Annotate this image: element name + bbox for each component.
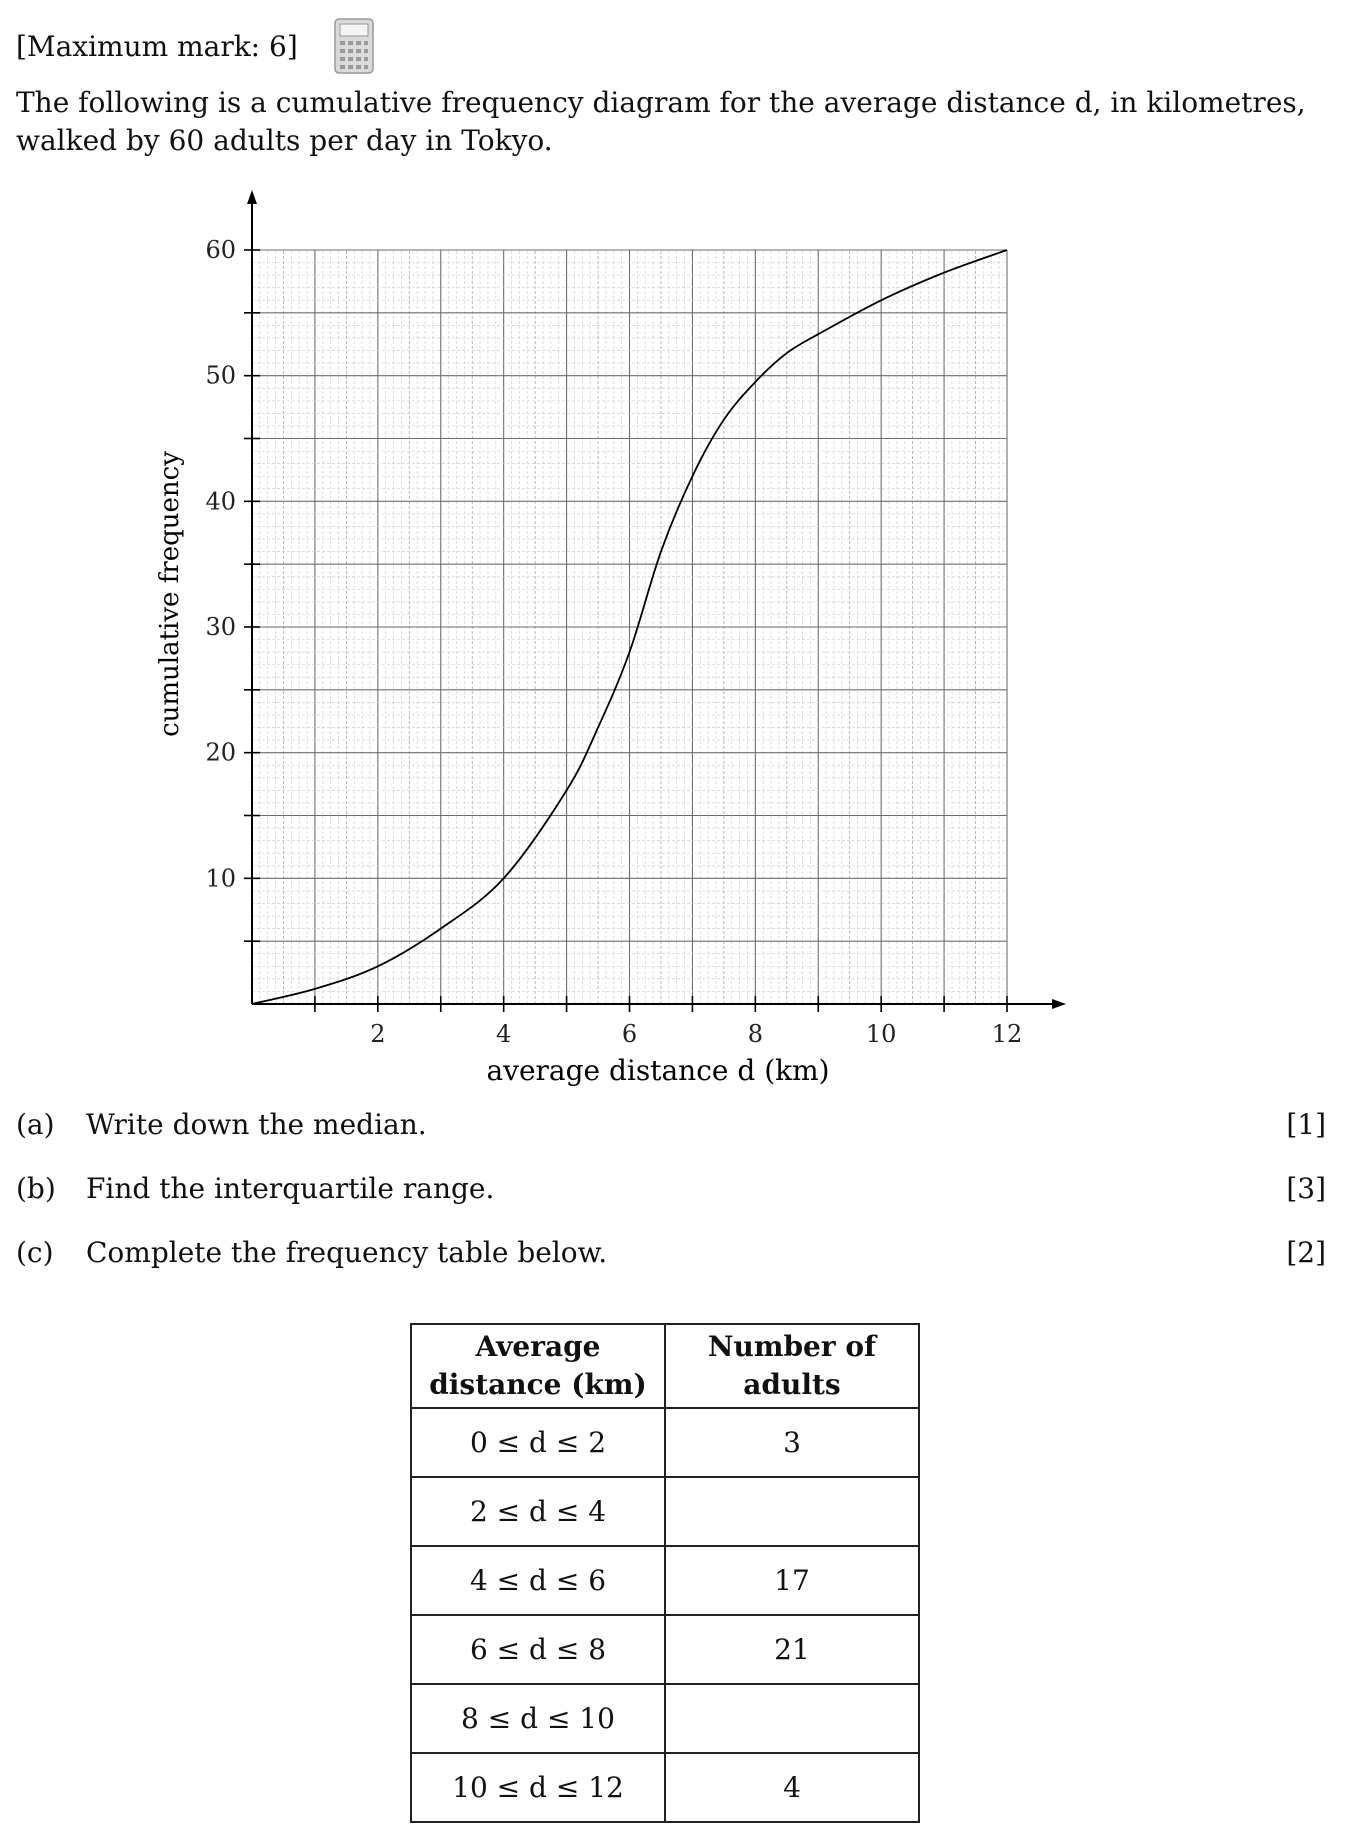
- table-row: [411, 1684, 919, 1753]
- y-tick-label: 20: [205, 738, 236, 767]
- question-a-mark: [1]: [1286, 1108, 1326, 1141]
- range-cell: 8 ≤ d ≤ 10: [411, 1684, 665, 1753]
- calculator-icon: [334, 18, 374, 74]
- x-tick-label: 6: [621, 1020, 638, 1048]
- intro-text: [16, 84, 1326, 160]
- x-tick-label: 4: [496, 1020, 512, 1048]
- range-cell: 10 ≤ d ≤ 12: [411, 1753, 665, 1822]
- intro-line-1: The following is a cumulative frequency diagram for the average distance d, in kilometres,: [16, 86, 1306, 119]
- table-row: [411, 1477, 919, 1546]
- x-tick-label: 2: [370, 1020, 386, 1048]
- question-a: [16, 1108, 1326, 1141]
- x-axis-arrow-icon: [1052, 999, 1066, 1009]
- question-c-label: (c): [16, 1236, 54, 1269]
- question-b: [16, 1172, 1326, 1205]
- x-axis-label: average distance d (km): [486, 1054, 830, 1087]
- y-tick-label: 30: [205, 613, 236, 641]
- max-mark: [Maximum mark: 6]: [16, 29, 298, 63]
- y-tick-label: 60: [205, 236, 236, 264]
- table-row: [411, 1615, 919, 1684]
- table-header-row: [411, 1324, 919, 1408]
- question-b-label: (b): [16, 1172, 56, 1205]
- grid: [252, 250, 1007, 1004]
- count-cell[interactable]: [665, 1684, 919, 1753]
- table-row: [411, 1546, 919, 1615]
- count-cell: 3: [665, 1408, 919, 1477]
- count-cell: 21: [665, 1615, 919, 1684]
- range-cell: 0 ≤ d ≤ 2: [411, 1408, 665, 1477]
- frequency-table: [410, 1323, 920, 1823]
- question-a-label: (a): [16, 1108, 55, 1141]
- question-b-mark: [3]: [1286, 1172, 1326, 1205]
- y-tick-label: 40: [205, 487, 236, 516]
- x-tick-label: 12: [991, 1020, 1023, 1048]
- question-a-text: Write down the median.: [86, 1108, 427, 1141]
- question-c-text: Complete the frequency table below.: [86, 1236, 608, 1269]
- count-cell: 4: [665, 1753, 919, 1822]
- table-row: [411, 1753, 919, 1822]
- question-b-text: Find the interquartile range.: [86, 1172, 495, 1205]
- y-axis-arrow-icon: [247, 190, 257, 204]
- count-cell: 17: [665, 1546, 919, 1615]
- y-tick-label: 50: [205, 361, 236, 390]
- range-cell: 6 ≤ d ≤ 8: [411, 1615, 665, 1684]
- table-row: [411, 1408, 919, 1477]
- intro-line-2: walked by 60 adults per day in Tokyo.: [16, 124, 553, 157]
- range-cell: 4 ≤ d ≤ 6: [411, 1546, 665, 1615]
- x-tick-label: 10: [865, 1020, 897, 1048]
- question-c: [16, 1236, 1326, 1269]
- range-cell: 2 ≤ d ≤ 4: [411, 1477, 665, 1546]
- header-average-distance: Average distance (km): [411, 1324, 665, 1408]
- question-header: [16, 18, 374, 74]
- cumulative-frequency-chart: [0, 180, 1100, 1100]
- question-c-mark: [2]: [1286, 1236, 1326, 1269]
- y-tick-label: 10: [205, 864, 236, 893]
- y-axis-label: cumulative frequency: [155, 451, 185, 737]
- count-cell[interactable]: [665, 1477, 919, 1546]
- header-number-of-adults: Number of adults: [665, 1324, 919, 1408]
- x-tick-label: 8: [747, 1020, 763, 1048]
